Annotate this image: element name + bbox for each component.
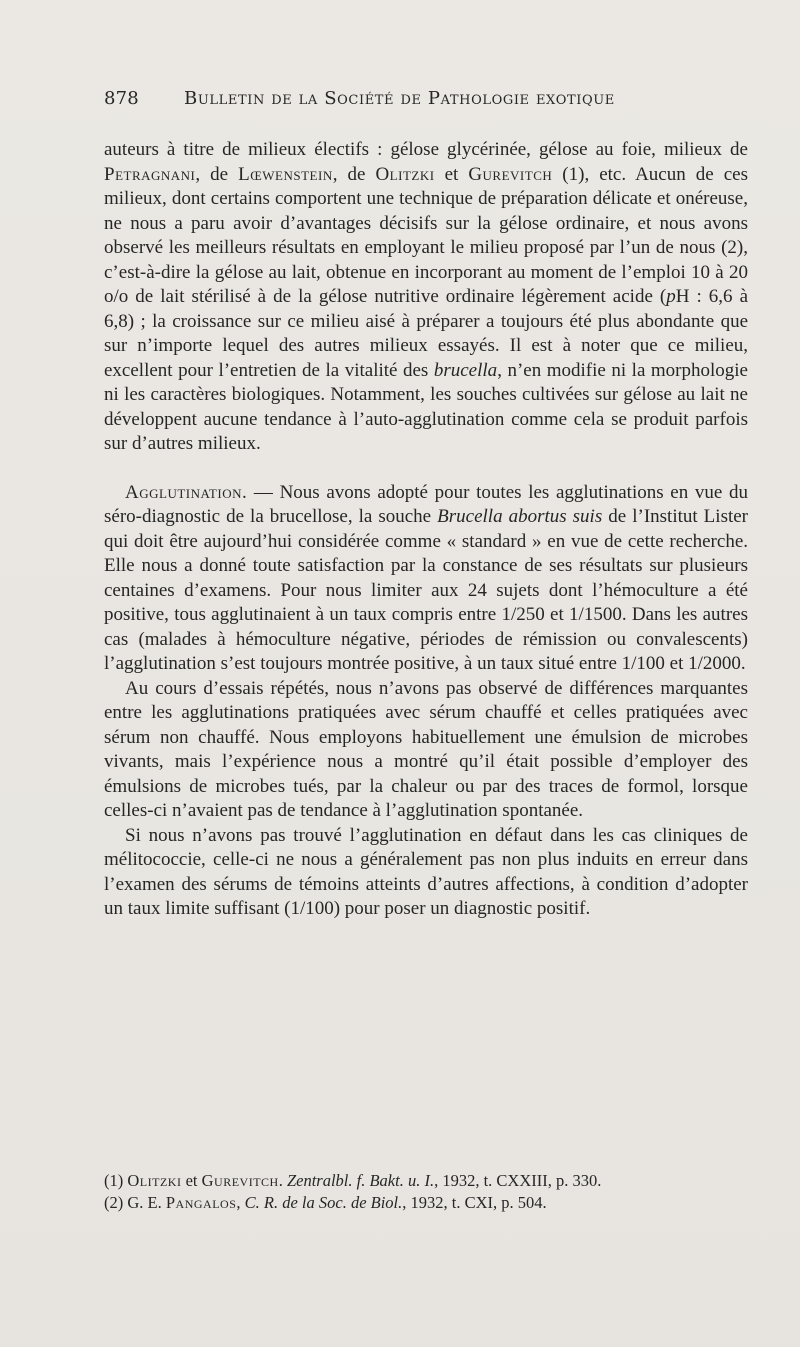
author-name: Olitzki bbox=[375, 163, 435, 185]
paragraph-diagnostic-threshold: Si nous n’avons pas trouvé l’agglutination en défaut dans les cas cliniques de mélitococcie, celle-ci ne nous a généralement pas non plus induits en erreur dans l’examen des sérums de témoins atteints d’autres affections, à condition d’adopter un taux limite suffisant (1/100) pour poser un diagnostic positif. bbox=[104, 824, 748, 919]
section-heading: Agglutination. bbox=[125, 481, 248, 503]
author-name: Gurevitch bbox=[468, 163, 553, 185]
footnote-2: (2) G. E. Pangalos, C. R. de la Soc. de Biol., 1932, t. CXI, p. 504. bbox=[104, 1193, 547, 1212]
paragraph-agglutination: Agglutination. — Nous avons adopté pour toutes les agglutinations en vue du séro-diagnostic de la brucellose, la souche Brucella abortus suis de l’Institut Lister qui doit être aujourd’hui considérée comme « standard » en vue de cette recherche. Elle nous a donné toute satisfaction par la constance de ses résultats sur plusieurs centaines d’examens. Pour nous limiter aux 24 sujets dont l’hémoculture a été positive, tous agglutinaient à un taux compris entre 1/250 et 1/1500. Dans les autres cas (malades à hémoculture négative, périodes de rémission ou convalescents) l’agglutination s’est toujours montrée positive, à un taux situé entre 1/100 et 1/2000. bbox=[104, 481, 748, 674]
paragraph-culture-media: auteurs à titre de milieux électifs : gélose glycérinée, gélose au foie, milieux de Petragnani, de Lœwenstein, de Olitzki et Gurevitch (1), etc. Aucun de ces milieux, dont certains comportent une technique de préparation délicate et onéreuse, ne nous a paru avoir d’avantages décisifs sur la gélose ordinaire, et nous avons observé les meilleurs résultats en employant le milieu proposé par l’un de nous (2), c’est-à-dire la gélose au lait, obtenue en incorporant au moment de l’emploi 10 à 20 o/o de lait stérilisé à de la gélose nutritive ordinaire légèrement acide (pH : 6,6 à 6,8) ; la croissance sur ce milieu aisé à préparer a toujours été plus abondante que sur n’importe lequel des autres milieux essayés. Il est à noter que ce milieu, excellent pour l’entretien de la vitalité des brucella, n’en modifie ni la morphologie ni les caractères biologiques. Notamment, les souches cultivées sur gélose au lait ne développent aucune tendance à l’auto-agglutination comme cela se produit parfois sur d’autres milieux. bbox=[104, 139, 749, 454]
author-name: Petragnani bbox=[104, 163, 196, 185]
footnotes bbox=[104, 1170, 748, 1214]
running-header bbox=[104, 88, 664, 109]
paragraph-heated-serum: Au cours d’essais répétés, nous n’avons pas observé de différences marquantes entre les agglutinations pratiquées avec sérum chauffé et celles pratiquées avec sérum non chauffé. Nous employons habituellement une émulsion de microbes vivants, mais l’expérience nous a montré qu’il était possible d’employer des émulsions de microbes tués, par la chaleur ou par des traces de formol, lorsque celles-ci n’avaient pas de tendance à l’agglutination spontanée. bbox=[104, 677, 748, 821]
author-name: Lœwenstein bbox=[238, 163, 333, 185]
page-number: 878 bbox=[104, 88, 139, 109]
running-title: Bulletin de la Société de Pathologie exotique bbox=[184, 88, 615, 109]
organism-name: Brucella abortus suis bbox=[437, 506, 603, 527]
organism-name: brucella bbox=[433, 359, 498, 381]
footnote-1: (1) Olitzki et Gurevitch. Zentralbl. f. Bakt. u. I., 1932, t. CXXIII, p. 330. bbox=[104, 1171, 602, 1190]
article-body bbox=[104, 138, 748, 922]
